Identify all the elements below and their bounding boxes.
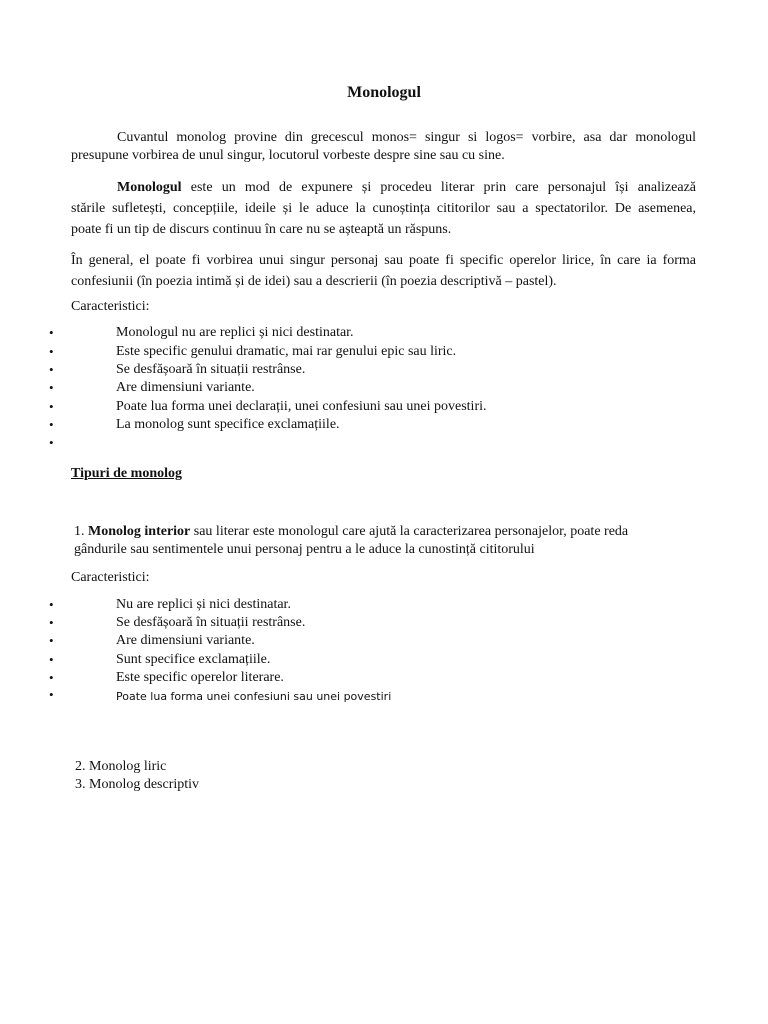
interior-term: Monolog interior [84,524,191,539]
list-item: Poate lua forma unei confesiuni sau unei povestiri [116,690,392,703]
bullet-icon: • [49,362,54,377]
list-item: Se desfășoară în situații restrânse. [116,615,306,630]
list-item: Este specific operelor literare. [116,670,284,685]
bullet-icon: • [49,652,54,667]
bullet-icon: • [49,670,54,685]
definition-line-2: stările sufletești, concepțiile, ideile și le aduce la cunoștința cititorilor sau a spectatorilor. De asemenea, [71,201,696,216]
bullet-icon: • [49,380,54,395]
type-descriptive: 3. Monolog descriptiv [75,777,200,792]
bullet-icon: • [49,633,54,648]
list-item: La monolog sunt specifice exclamațiile. [116,417,340,432]
interior-paragraph [74,523,699,558]
interior-number: 1. [74,524,85,539]
general-paragraph [71,250,696,292]
list-item: Monologul nu are replici și nici destinatar. [116,325,354,340]
list-item: Nu are replici și nici destinatar. [116,597,291,612]
general-line-2: confesiunii (în poezia intimă și de idei) sau a descrierii (în poezia descriptivă – pastel). [71,274,557,289]
definition-term: Monologul [117,180,182,195]
list-item: Are dimensiuni variante. [116,633,255,648]
bullet-icon: • [49,687,54,702]
bullet-icon: • [49,399,54,414]
types-heading: Tipuri de monolog [71,466,182,481]
interior-line-1-rest: sau literar este monologul care ajută la caracterizarea personajelor, poate reda [190,524,629,539]
type-lyric: 2. Monolog liric [75,759,167,774]
bullet-icon: • [49,417,54,432]
interior-characteristics-label: Caracteristici: [71,570,150,585]
intro-paragraph [71,129,696,164]
bullet-icon: • [49,597,54,612]
page-title: Monologul [347,84,421,101]
definition-line-3: poate fi un tip de discurs continuu în care nu se așteaptă un răspuns. [71,222,452,237]
intro-line-2: presupune vorbirea de unul singur, locutorul vorbeste despre sine sau cu sine. [71,148,505,163]
list-item: Poate lua forma unei declarații, unei confesiuni sau unei povestiri. [116,399,487,414]
bullet-icon: • [49,615,54,630]
definition-line-1-rest: este un mod de expunere și procedeu literar prin care personajul își analizează [181,180,696,195]
characteristics-label: Caracteristici: [71,299,150,314]
bullet-icon: • [49,325,54,340]
general-line-1: În general, el poate fi vorbirea unui singur personaj sau poate fi specific operelor lirice, în care ia forma [71,253,696,268]
list-item: Se desfășoară în situații restrânse. [116,362,306,377]
list-item: Este specific genului dramatic, mai rar genului epic sau liric. [116,344,457,359]
definition-line-1 [71,177,696,198]
list-item: Are dimensiuni variante. [116,380,255,395]
intro-line-1: Cuvantul monolog provine din grecescul monos= singur si logos= vorbire, asa dar monologul [117,130,696,145]
list-item: Sunt specifice exclamațiile. [116,652,271,667]
bullet-icon: • [49,344,54,359]
interior-line-1 [74,523,699,540]
bullet-icon: • [49,435,54,450]
interior-line-2: gândurile sau sentimentele unui personaj pentru a le aduce la cunostință cititorului [74,542,535,557]
definition-paragraph [71,177,696,240]
